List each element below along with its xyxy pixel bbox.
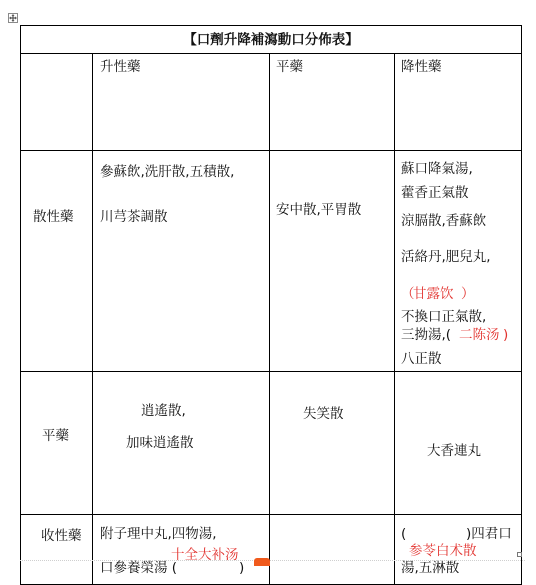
row-label-cell-san — [21, 151, 93, 372]
red-paren: ) — [503, 327, 509, 343]
column-header-ping: 平藥 — [276, 59, 303, 75]
red-annotation: 十全大补汤 — [171, 547, 239, 563]
cell-ping-ping — [270, 372, 395, 515]
cell-san-jiang — [395, 151, 522, 372]
cell-shou-ping — [270, 515, 395, 585]
column-header-jiang: 降性藥 — [401, 59, 442, 75]
cell-text-line: 三拗湯,( — [401, 327, 452, 343]
cell-text-line: ) — [239, 560, 245, 576]
page-boundary-line — [20, 560, 525, 561]
red-paren: （ — [401, 286, 415, 302]
table-move-handle[interactable] — [8, 13, 18, 23]
cell-text-line: 涼膈散,香蘇飲 — [401, 213, 487, 229]
table-title: 【口劑升降補瀉動口分佈表】 — [183, 31, 359, 48]
row-label-san: 散性藥 — [33, 209, 74, 225]
red-annotation: 参苓白术散 — [409, 543, 477, 559]
cell-text-line: 參蘇飲,洗肝散,五積散, — [100, 164, 235, 180]
cell-text-line: ( — [401, 526, 407, 542]
column-header-sheng: 升性藥 — [100, 59, 141, 75]
cell-text-line: 川芎茶調散 — [100, 209, 168, 225]
cell-text-line: )四君口 — [466, 526, 512, 542]
cell-text-line: 失笑散 — [303, 406, 344, 422]
partial-shape — [254, 558, 270, 566]
cell-text-line: 湯,五淋散 — [401, 560, 460, 576]
cell-text-line: 安中散,平胃散 — [276, 202, 362, 218]
cell-san-sheng — [93, 151, 270, 372]
cell-text-line: 八正散 — [401, 351, 442, 367]
row-label-cell-shou — [21, 515, 93, 585]
cell-text-line: 大香連丸 — [427, 443, 481, 459]
cell-shou-sheng — [93, 515, 270, 585]
cell-text-line: 活絡丹,肥兒丸, — [401, 249, 491, 265]
table-resize-handle[interactable] — [517, 552, 522, 557]
header-blank-cell — [21, 54, 93, 151]
cell-text-line: 蘇口降氣湯, — [401, 161, 473, 177]
cell-text-line: 藿香正氣散 — [401, 185, 469, 201]
red-annotation: 二陈汤 — [459, 327, 500, 343]
cell-text-line: 附子理中丸,四物湯, — [100, 526, 217, 542]
red-annotation: 甘露饮 — [413, 286, 454, 302]
cell-text-line: 逍遙散, — [141, 403, 186, 419]
cell-shou-jiang — [395, 515, 522, 585]
cell-ping-sheng — [93, 372, 270, 515]
document-table — [20, 25, 522, 585]
row-label-cell-ping — [21, 372, 93, 515]
header-cell-ping — [270, 54, 395, 151]
cell-san-ping — [270, 151, 395, 372]
cell-text-line: 不換口正氣散, — [401, 309, 487, 325]
move-arrows-icon — [9, 14, 17, 22]
cell-text-line: 口參養榮湯 ( — [100, 560, 178, 576]
row-label-ping: 平藥 — [42, 428, 69, 444]
header-cell-sheng — [93, 54, 270, 151]
row-label-shou: 收性藥 — [41, 528, 82, 544]
red-paren: ） — [461, 286, 475, 302]
cell-text-line: 加味逍遙散 — [126, 435, 194, 451]
table-title-cell — [21, 26, 522, 54]
header-cell-jiang — [395, 54, 522, 151]
cell-ping-jiang — [395, 372, 522, 515]
